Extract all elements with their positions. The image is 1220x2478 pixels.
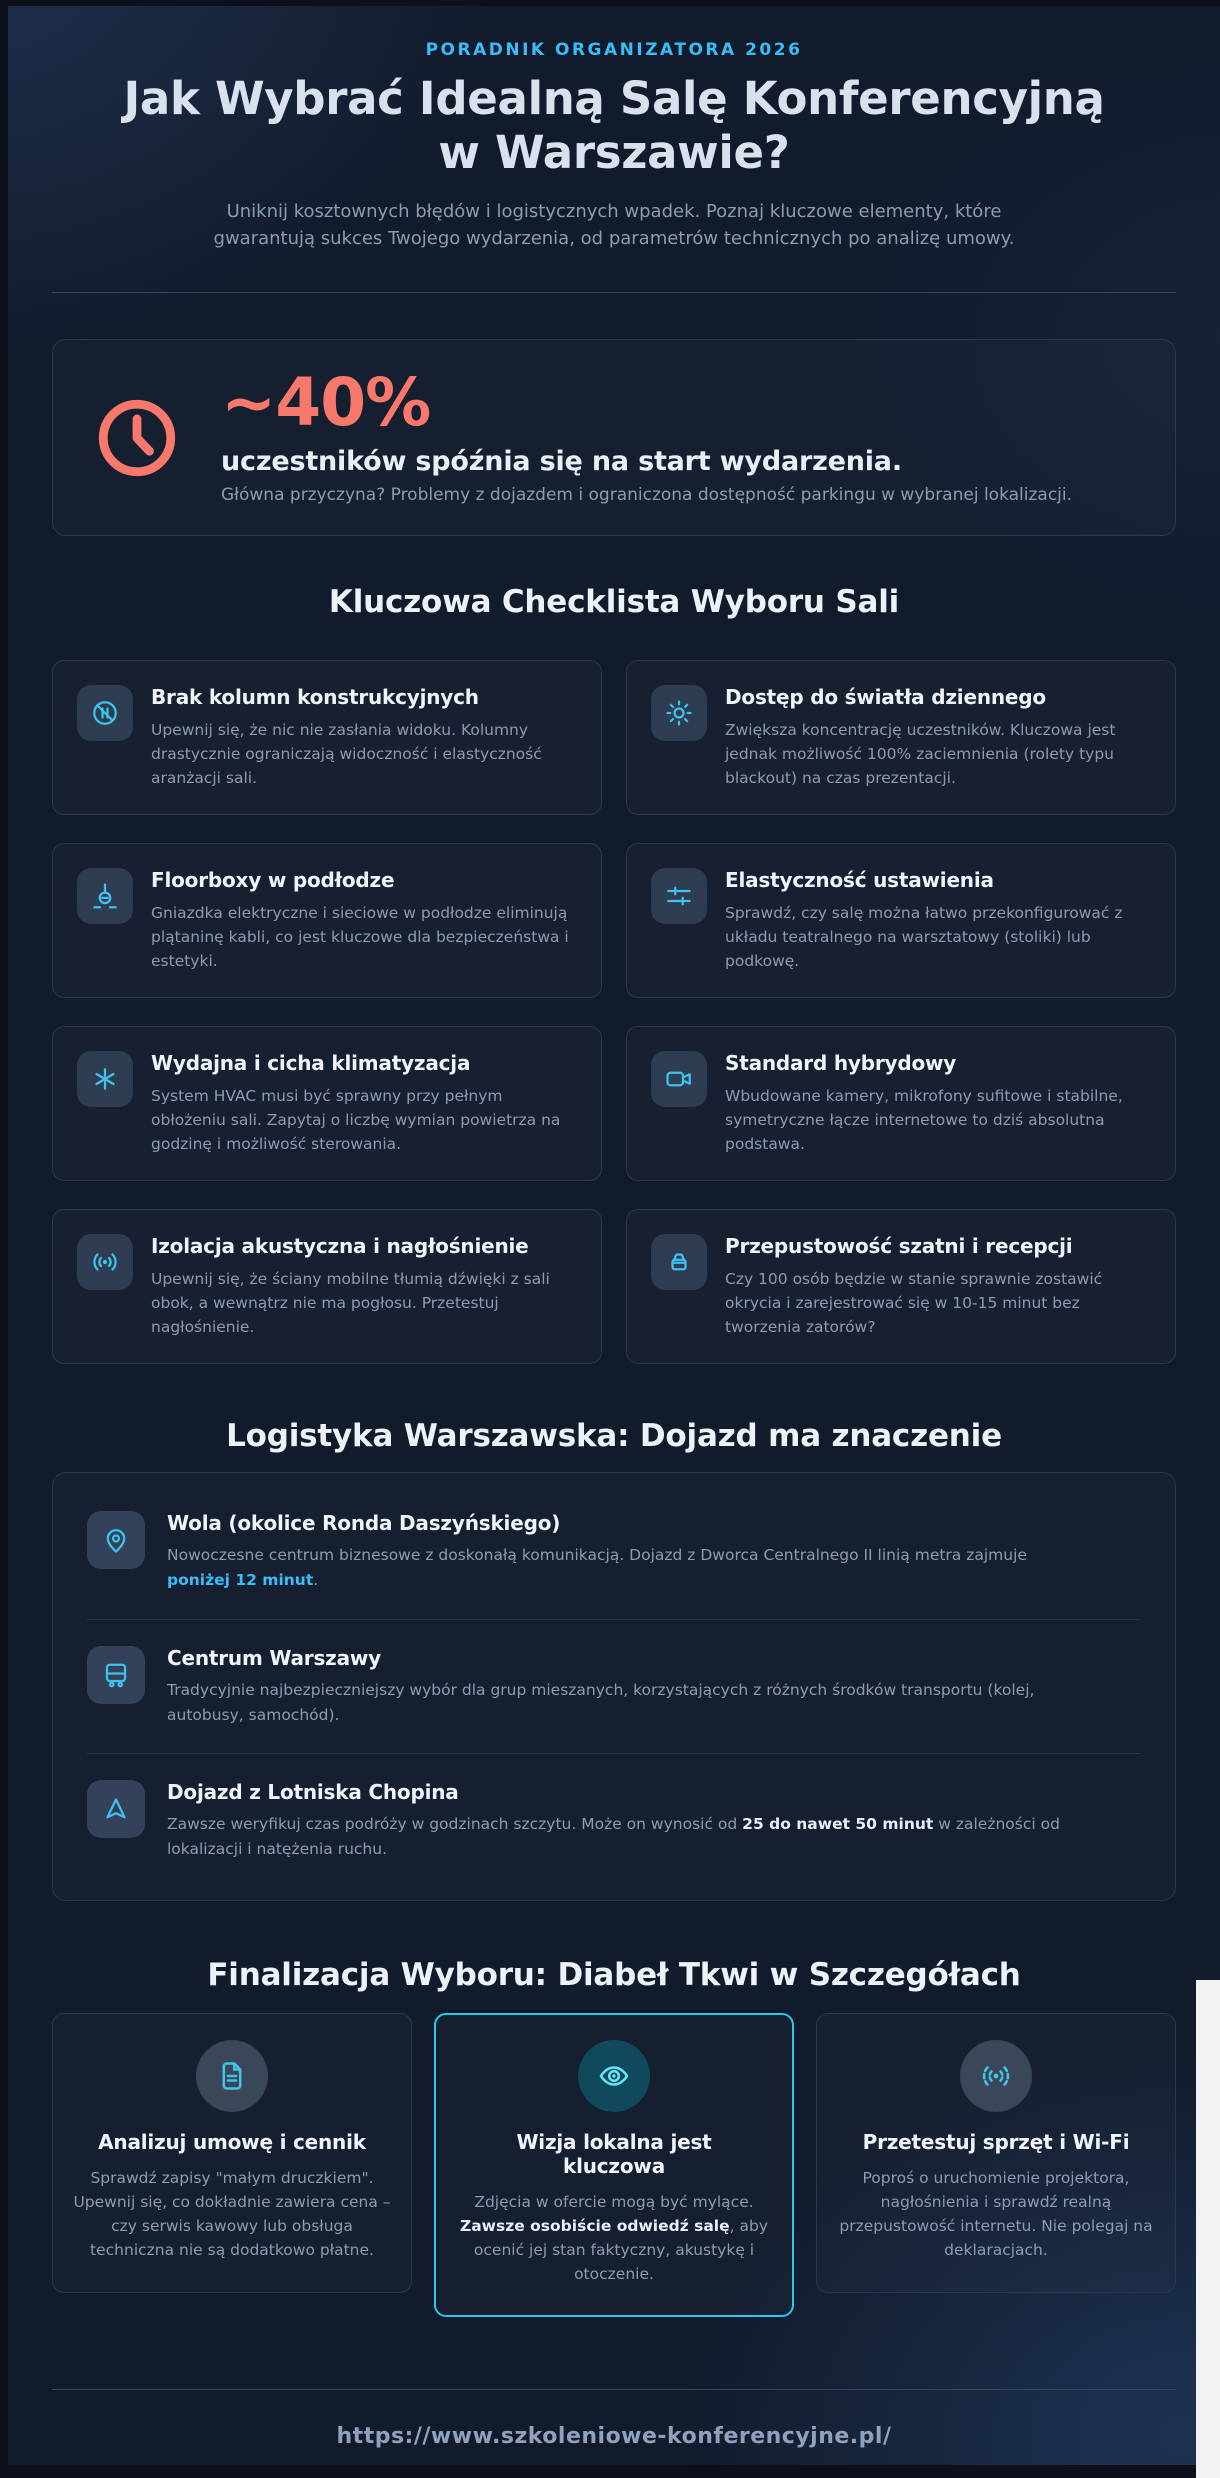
stat-headline: uczestników spóźnia się na start wydarzenia. <box>221 446 902 477</box>
checklist-card-layout-flex <box>626 843 1176 998</box>
card-desc: Upewnij się, że nic nie zasłania widoku. Kolumny drastycznie ograniczają widoczność i elastyczność aranżacji sali. <box>151 721 542 788</box>
card-title: Przepustowość szatni i recepcji <box>725 1234 1073 1259</box>
card-title: Dostęp do światła dziennego <box>725 685 1046 709</box>
checklist-grid <box>52 660 1176 1364</box>
bold-text: Zawsze osobiście odwiedź salę <box>459 2216 730 2235</box>
final-card-site-visit <box>434 2013 794 2317</box>
page-subtitle: Uniknij kosztownych błędów i logistycznych wpadek. Poznaj kluczowe elementy, które gwarantują sukces Twojego wydarzenia, od parametrów technicznych po analizę umowy. <box>213 201 1015 249</box>
document-icon <box>196 2040 268 2112</box>
card-title: Brak kolumn konstrukcyjnych <box>151 685 479 709</box>
final-card-equipment <box>816 2013 1176 2293</box>
card-title: Wydajna i cicha klimatyzacja <box>151 1051 471 1076</box>
card-desc: System HVAC musi być sprawny przy pełnym obłożeniu sali. Zapytaj o liczbę wymian powietrza na godzinę i możliwość sterowania. <box>151 1087 561 1154</box>
floorbox-plug-icon <box>77 868 133 924</box>
log-desc: Nowoczesne centrum biznesowe z doskonałą komunikacją. Dojazd z Dworca Centralnego II linią metra zajmuje poniżej 12 minut. <box>167 1546 1027 1589</box>
fcard-desc: Zdjęcia w ofercie mogą być mylące. Zawsze osobiście odwiedź salę, aby ocenić jej stan faktyczny, akustykę i otoczenie. <box>459 2192 769 2284</box>
scrollbar-track[interactable] <box>1196 1980 1220 2478</box>
highlight-text: poniżej 12 minut <box>167 1570 314 1589</box>
section-heading-checklist: Kluczowa Checklista Wyboru Sali <box>328 584 900 620</box>
page-title-line1: Jak Wybrać Idealną Salę Konferencyjną <box>123 72 1105 125</box>
checklist-card-cloakroom <box>626 1209 1176 1364</box>
log-desc: Zawsze weryfikuj czas podróży w godzinach szczytu. Może on wynosić od 25 do nawet 50 minut w zależności od lokalizacji i natężenia ruchu. <box>167 1815 1060 1859</box>
page-title <box>52 72 1176 180</box>
fcard-title: Przetestuj sprzęt i Wi-Fi <box>862 2129 1130 2154</box>
video-camera-icon <box>651 1051 707 1107</box>
eye-icon <box>578 2040 650 2112</box>
log-title: Centrum Warszawy <box>167 1645 382 1670</box>
stat-caption: Główna przyczyna? Problemy z dojazdem i ograniczona dostępność parkingu w wybranej lokalizacji. <box>221 485 1073 505</box>
bus-icon <box>87 1646 145 1704</box>
sound-waves-icon <box>77 1234 133 1290</box>
card-desc: Zwiększa koncentrację uczestników. Kluczowa jest jednak możliwość 100% zaciemnienia (rolety typu blackout) na czas prezentacji. <box>725 721 1116 788</box>
stat-texts <box>221 364 1073 505</box>
logistics-panel <box>52 1472 1176 1901</box>
card-desc: Upewnij się, że ściany mobilne tłumią dźwięki z sali obok, a wewnątrz nie ma pogłosu. Przetestuj nagłośnienie. <box>151 1270 550 1337</box>
map-pin-icon <box>87 1511 145 1569</box>
fcard-desc: Sprawdź zapisy "małym druczkiem". Upewnij się, co dokładnie zawiera cena – czy serwis kawowy lub obsługa techniczna nie są dodatkowo płatne. <box>73 2168 391 2260</box>
stat-value: ~40% <box>221 364 431 441</box>
card-desc: Gniazdka elektryczne i sieciowe w podłodze eliminują plątaninę kabli, co jest kluczowe dla bezpieczeństwa i estetyki. <box>151 904 569 971</box>
highlight-text: 25 do nawet 50 minut <box>742 1815 934 1834</box>
navigation-icon <box>87 1780 145 1838</box>
checklist-card-floorbox <box>52 843 602 998</box>
log-desc: Tradycyjnie najbezpieczniejszy wybór dla grup mieszanych, korzystających z różnych środków transportu (kolej, autobusy, samochód). <box>167 1680 1035 1724</box>
clock-icon <box>93 394 181 482</box>
footer-divider <box>52 2389 1176 2390</box>
page-bottom-edge <box>0 2465 1196 2478</box>
eyebrow-label: PORADNIK ORGANIZATORA 2026 <box>425 40 803 60</box>
checklist-card-hybrid <box>626 1026 1176 1181</box>
logistics-item-wola <box>87 1485 1141 1620</box>
logistics-item-centrum <box>87 1620 1141 1755</box>
card-desc: Czy 100 osób będzie w stanie sprawnie zostawić okrycia i zarejestrować się w 10-15 minut bez tworzenia zatorów? <box>725 1270 1103 1337</box>
log-title: Dojazd z Lotniska Chopina <box>167 1780 459 1805</box>
section-heading-finalization: Finalizacja Wyboru: Diabeł Tkwi w Szczegółach <box>207 1956 1021 1993</box>
header-divider <box>52 292 1176 293</box>
poster-background <box>8 6 1220 2465</box>
card-title: Standard hybrydowy <box>725 1051 957 1076</box>
log-title: Wola (okolice Ronda Daszyńskiego) <box>167 1511 561 1536</box>
checklist-card-hvac <box>52 1026 602 1181</box>
section-heading-logistics: Logistyka Warszawska: Dojazd ma znaczenie <box>226 1418 1002 1455</box>
stat-card <box>52 339 1176 536</box>
signal-icon <box>960 2040 1032 2112</box>
card-desc: Wbudowane kamery, mikrofony sufitowe i stabilne, symetryczne łącze internetowe to dziś absolutna podstawa. <box>725 1087 1123 1154</box>
card-title: Floorboxy w podłodze <box>151 868 395 893</box>
sliders-icon <box>651 868 707 924</box>
card-desc: Sprawdź, czy salę można łatwo przekonfigurować z układu teatralnego na warsztatowy (stoliki) lub podkowę. <box>725 904 1123 971</box>
card-title: Elastyczność ustawienia <box>725 868 994 893</box>
checklist-card-no-columns <box>52 660 602 815</box>
fcard-desc: Poproś o uruchomienie projektora, nagłośnienia i sprawdź realną przepustowość internetu. Nie polegaj na deklaracjach. <box>839 2168 1153 2260</box>
final-card-contract <box>52 2013 412 2293</box>
fan-icon <box>77 1051 133 1107</box>
fcard-title: Wizja lokalna jest kluczowa <box>516 2129 712 2178</box>
checklist-card-acoustics <box>52 1209 602 1364</box>
logistics-item-airport <box>87 1754 1141 1888</box>
fcard-title: Analizuj umowę i cennik <box>98 2129 366 2154</box>
page-title-line2: w Warszawie? <box>438 126 790 179</box>
no-columns-icon <box>77 685 133 741</box>
sun-icon <box>651 685 707 741</box>
header <box>52 6 1176 252</box>
coat-check-icon <box>651 1234 707 1290</box>
checklist-card-daylight <box>626 660 1176 815</box>
card-title: Izolacja akustyczna i nagłośnienie <box>151 1234 529 1259</box>
footer-url: https://www.szkoleniowe-konferencyjne.pl/ <box>336 2424 892 2450</box>
finalization-grid <box>52 2013 1176 2317</box>
